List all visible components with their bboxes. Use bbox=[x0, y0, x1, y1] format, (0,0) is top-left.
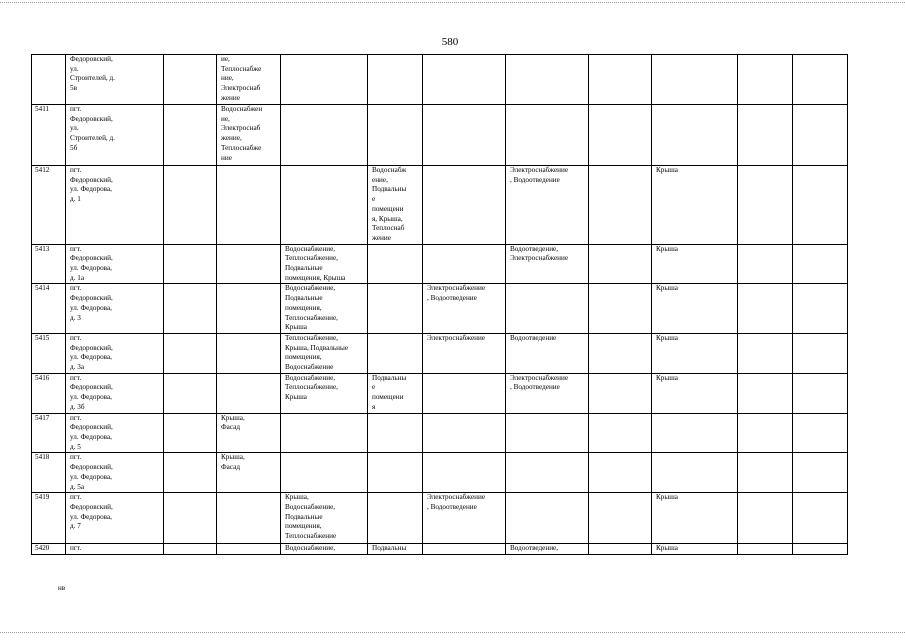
col-8-cell: Электроснабжение , Водоотведение bbox=[506, 166, 589, 245]
col-9-cell bbox=[589, 453, 652, 493]
col-4-cell: Крыша, Фасад bbox=[217, 453, 281, 493]
row-number-cell: 5417 bbox=[32, 413, 66, 453]
col-8-cell bbox=[506, 105, 589, 166]
row-number-cell: 5411 bbox=[32, 105, 66, 166]
col-9-cell bbox=[589, 413, 652, 453]
col-5-cell bbox=[281, 166, 368, 245]
col-7-cell bbox=[423, 244, 506, 284]
col-4-cell bbox=[217, 166, 281, 245]
address-cell: пгт. Федоровский, ул. Федорова, д. 1 bbox=[66, 166, 164, 245]
table-row bbox=[32, 333, 848, 373]
col-5-cell: Водоснабжение, Теплоснабжение, Подвальные помещения, Крыша bbox=[281, 244, 368, 284]
col-6-cell bbox=[368, 55, 423, 105]
col-10-cell bbox=[652, 105, 738, 166]
col-8-cell: Водоотведение, Электроснабжение bbox=[506, 244, 589, 284]
col-12-cell bbox=[793, 244, 848, 284]
address-cell: пгт. Федоровский, ул. Федорова, д. 5 bbox=[66, 413, 164, 453]
col-10-cell bbox=[652, 453, 738, 493]
col-5-cell bbox=[281, 413, 368, 453]
col-9-cell bbox=[589, 544, 652, 555]
table-row bbox=[32, 544, 848, 555]
col-12-cell bbox=[793, 55, 848, 105]
row-number-cell: 5412 bbox=[32, 166, 66, 245]
address-cell: пгт. Федоровский, ул. Федорова, д. 3 bbox=[66, 284, 164, 334]
col-4-cell bbox=[217, 544, 281, 555]
col-11-cell bbox=[738, 244, 793, 284]
row-number-cell: 5416 bbox=[32, 373, 66, 413]
row-number-cell: 5420 bbox=[32, 544, 66, 555]
col-3-cell bbox=[164, 453, 217, 493]
col-3-cell bbox=[164, 493, 217, 544]
row-number-cell: 5414 bbox=[32, 284, 66, 334]
col-7-cell: Электроснабжение , Водоотведение bbox=[423, 284, 506, 334]
col-12-cell bbox=[793, 105, 848, 166]
col-3-cell bbox=[164, 105, 217, 166]
col-6-cell bbox=[368, 284, 423, 334]
col-7-cell: Электроснабжение bbox=[423, 333, 506, 373]
col-9-cell bbox=[589, 244, 652, 284]
address-cell: пгт. Федоровский, ул. Федорова, д. 3а bbox=[66, 333, 164, 373]
col-3-cell bbox=[164, 373, 217, 413]
address-cell: пгт. Федоровский, ул. Строителей, д. 5б bbox=[66, 105, 164, 166]
table-row bbox=[32, 55, 848, 105]
col-11-cell bbox=[738, 373, 793, 413]
col-8-cell bbox=[506, 453, 589, 493]
col-10-cell bbox=[652, 413, 738, 453]
col-6-cell: Водоснабж ение, Подвальны е помещени я, Крыша, Теплоснаб жение bbox=[368, 166, 423, 245]
row-number-cell bbox=[32, 55, 66, 105]
col-12-cell bbox=[793, 544, 848, 555]
col-9-cell bbox=[589, 373, 652, 413]
col-12-cell bbox=[793, 453, 848, 493]
col-5-cell bbox=[281, 55, 368, 105]
col-9-cell bbox=[589, 55, 652, 105]
col-7-cell bbox=[423, 105, 506, 166]
col-10-cell: Крыша bbox=[652, 373, 738, 413]
col-10-cell: Крыша bbox=[652, 493, 738, 544]
col-8-cell: Водоотведение, bbox=[506, 544, 589, 555]
col-11-cell bbox=[738, 493, 793, 544]
col-8-cell: Водоотведение bbox=[506, 333, 589, 373]
col-6-cell: Подвальны е помещени я bbox=[368, 373, 423, 413]
col-10-cell: Крыша bbox=[652, 284, 738, 334]
housing-repair-table bbox=[31, 54, 848, 555]
col-6-cell bbox=[368, 105, 423, 166]
page-number: 580 bbox=[441, 36, 459, 48]
table-row bbox=[32, 453, 848, 493]
row-number-cell: 5415 bbox=[32, 333, 66, 373]
col-7-cell bbox=[423, 544, 506, 555]
col-10-cell: Крыша bbox=[652, 333, 738, 373]
col-3-cell bbox=[164, 55, 217, 105]
col-6-cell bbox=[368, 453, 423, 493]
row-number-cell: 5419 bbox=[32, 493, 66, 544]
col-9-cell bbox=[589, 105, 652, 166]
col-6-cell: Подвальны bbox=[368, 544, 423, 555]
col-7-cell bbox=[423, 453, 506, 493]
col-6-cell bbox=[368, 493, 423, 544]
address-cell: Федоровский, ул. Строителей, д. 5в bbox=[66, 55, 164, 105]
col-3-cell bbox=[164, 244, 217, 284]
col-3-cell bbox=[164, 284, 217, 334]
col-9-cell bbox=[589, 284, 652, 334]
col-10-cell: Крыша bbox=[652, 244, 738, 284]
col-11-cell bbox=[738, 333, 793, 373]
col-8-cell bbox=[506, 493, 589, 544]
col-11-cell bbox=[738, 544, 793, 555]
col-5-cell bbox=[281, 105, 368, 166]
col-4-cell bbox=[217, 333, 281, 373]
col-4-cell bbox=[217, 244, 281, 284]
row-number-cell: 5418 bbox=[32, 453, 66, 493]
col-11-cell bbox=[738, 284, 793, 334]
table-row bbox=[32, 373, 848, 413]
col-5-cell: Теплоснабжение, Крыша, Подвальные помещения, Водоснабжение bbox=[281, 333, 368, 373]
scan-edge-bottom bbox=[0, 632, 905, 633]
col-4-cell: Водоснабжен ие, Электроснаб жение, Теплоснабже ние bbox=[217, 105, 281, 166]
col-7-cell bbox=[423, 55, 506, 105]
table-row bbox=[32, 413, 848, 453]
col-10-cell: Крыша bbox=[652, 544, 738, 555]
col-9-cell bbox=[589, 166, 652, 245]
col-4-cell bbox=[217, 373, 281, 413]
footer-mark: нв bbox=[58, 584, 66, 592]
address-cell: пгт. Федоровский, ул. Федорова, д. 3б bbox=[66, 373, 164, 413]
col-8-cell bbox=[506, 284, 589, 334]
table-row bbox=[32, 166, 848, 245]
col-4-cell: ие, Теплоснабже ние, Электроснаб жение bbox=[217, 55, 281, 105]
col-8-cell bbox=[506, 413, 589, 453]
col-8-cell bbox=[506, 55, 589, 105]
address-cell: пгт. Федоровский, ул. Федорова, д. 5а bbox=[66, 453, 164, 493]
col-12-cell bbox=[793, 373, 848, 413]
col-4-cell bbox=[217, 284, 281, 334]
col-5-cell: Водоснабжение, Теплоснабжение, Крыша bbox=[281, 373, 368, 413]
col-5-cell: Водоснабжение, Подвальные помещения, Теплоснабжение, Крыша bbox=[281, 284, 368, 334]
col-5-cell bbox=[281, 453, 368, 493]
col-11-cell bbox=[738, 55, 793, 105]
col-11-cell bbox=[738, 453, 793, 493]
col-4-cell: Крыша, Фасад bbox=[217, 413, 281, 453]
col-4-cell bbox=[217, 493, 281, 544]
col-3-cell bbox=[164, 544, 217, 555]
col-12-cell bbox=[793, 493, 848, 544]
col-6-cell bbox=[368, 333, 423, 373]
col-11-cell bbox=[738, 105, 793, 166]
col-7-cell bbox=[423, 166, 506, 245]
address-cell: пгт. bbox=[66, 544, 164, 555]
col-6-cell bbox=[368, 244, 423, 284]
col-11-cell bbox=[738, 166, 793, 245]
col-9-cell bbox=[589, 493, 652, 544]
col-7-cell bbox=[423, 373, 506, 413]
col-12-cell bbox=[793, 333, 848, 373]
col-3-cell bbox=[164, 413, 217, 453]
col-3-cell bbox=[164, 333, 217, 373]
table-row bbox=[32, 493, 848, 544]
col-10-cell: Крыша bbox=[652, 166, 738, 245]
col-12-cell bbox=[793, 166, 848, 245]
col-3-cell bbox=[164, 166, 217, 245]
col-5-cell: Водоснабжение, bbox=[281, 544, 368, 555]
row-number-cell: 5413 bbox=[32, 244, 66, 284]
table-row bbox=[32, 284, 848, 334]
col-5-cell: Крыша, Водоснабжение, Подвальные помещения, Теплоснабжение bbox=[281, 493, 368, 544]
col-12-cell bbox=[793, 413, 848, 453]
col-12-cell bbox=[793, 284, 848, 334]
scan-edge-top bbox=[0, 2, 905, 3]
col-9-cell bbox=[589, 333, 652, 373]
col-8-cell: Электроснабжение , Водоотведение bbox=[506, 373, 589, 413]
table-row bbox=[32, 105, 848, 166]
col-6-cell bbox=[368, 413, 423, 453]
address-cell: пгт. Федоровский, ул. Федорова, д. 7 bbox=[66, 493, 164, 544]
col-10-cell bbox=[652, 55, 738, 105]
col-11-cell bbox=[738, 413, 793, 453]
address-cell: пгт. Федоровский, ул. Федорова, д. 1а bbox=[66, 244, 164, 284]
col-7-cell bbox=[423, 413, 506, 453]
col-7-cell: Электроснабжение , Водоотведение bbox=[423, 493, 506, 544]
table-row bbox=[32, 244, 848, 284]
